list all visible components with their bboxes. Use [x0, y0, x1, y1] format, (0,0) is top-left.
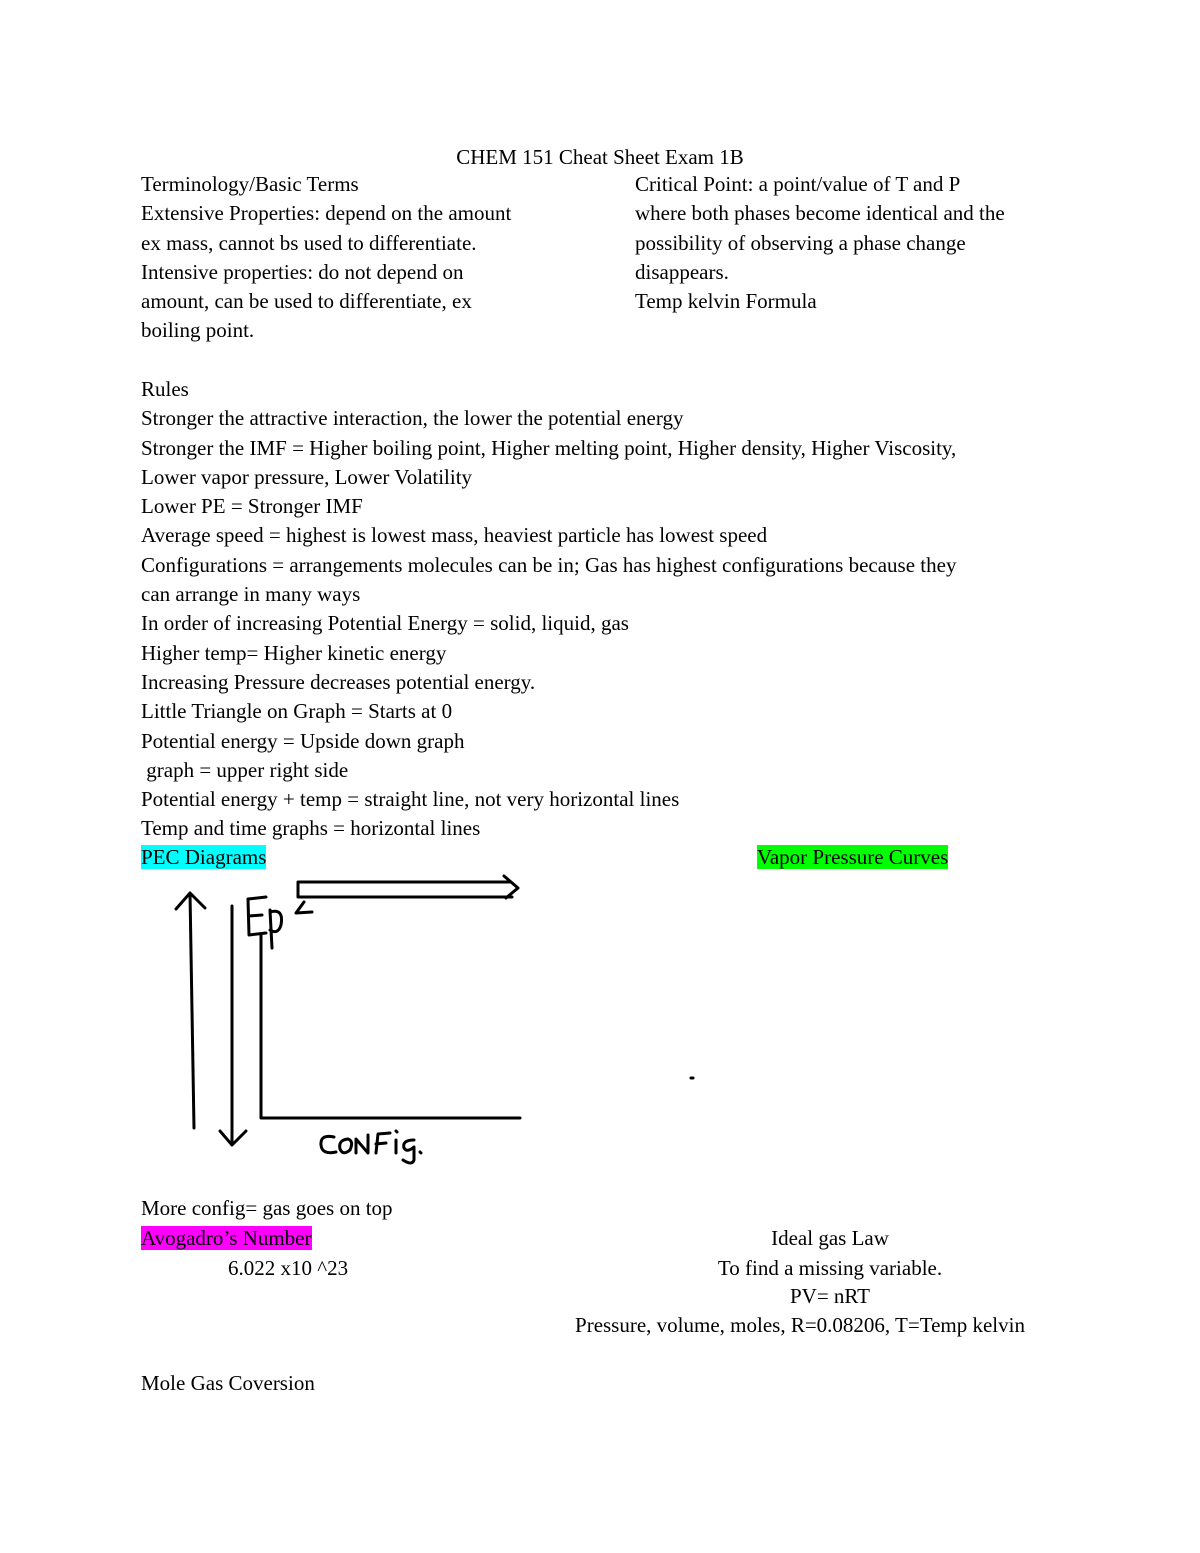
rule-line: Temp and time graphs = horizontal lines — [141, 816, 481, 841]
page-title: CHEM 151 Cheat Sheet Exam 1B — [456, 145, 744, 169]
rule-line: Average speed = highest is lowest mass, heaviest particle has lowest speed — [141, 523, 768, 548]
rule-line: Configurations = arrangements molecules can be in; Gas has highest configurations because they — [141, 552, 957, 577]
mole-gas-heading: Mole Gas Coversion — [141, 1371, 315, 1395]
rule-line: can arrange in many ways — [141, 582, 361, 607]
ideal-gas-heading: Ideal gas Law — [771, 1226, 889, 1250]
rule-line: Higher temp= Higher kinetic energy — [141, 640, 447, 665]
config-handwriting — [321, 1131, 421, 1163]
rule-line: Little Triangle on Graph = Starts at 0 — [141, 699, 453, 724]
more-config-note: More config= gas goes on top — [141, 1196, 393, 1220]
terminology-line: Intensive properties: do not depend on — [141, 259, 464, 284]
rule-line: Potential energy = Upside down graph — [141, 728, 465, 753]
terminology-line: ex mass, cannot bs used to differentiate. — [141, 230, 477, 255]
critical-point-line: Temp kelvin Formula — [635, 289, 817, 314]
pec-diagrams-highlight: PEC Diagrams — [141, 845, 267, 869]
critical-point-line: possibility of observing a phase change — [635, 230, 966, 255]
rules-heading: Rules — [141, 377, 189, 401]
hook-mark — [296, 902, 312, 913]
vapor-pressure-highlight: Vapor Pressure Curves — [757, 845, 949, 869]
rule-line: graph = upper right side — [141, 757, 349, 782]
rule-line: Lower PE = Stronger IMF — [141, 494, 363, 519]
avogadro-highlight: Avogadro’s Number — [141, 1226, 312, 1250]
ideal-gas-purpose: To find a missing variable. — [717, 1256, 943, 1280]
rule-line: Potential energy + temp = straight line, not very horizontal lines — [141, 787, 680, 812]
rule-line: Stronger the IMF = Higher boiling point, Higher melting point, Higher density, Higher Viscosity, — [141, 435, 957, 460]
critical-point-line: Critical Point: a point/value of T and P — [635, 172, 961, 196]
rule-line: In order of increasing Potential Energy = solid, liquid, gas — [141, 611, 629, 636]
down-arrow-icon — [220, 906, 246, 1145]
avogadro-heading — [141, 1224, 312, 1253]
rule-line: Lower vapor pressure, Lower Volatility — [141, 464, 473, 489]
ep-handwriting — [248, 897, 282, 948]
ideal-gas-variables: Pressure, volume, moles, R=0.08206, T=Temp kelvin — [575, 1313, 1025, 1337]
rule-line: Increasing Pressure decreases potential energy. — [141, 669, 536, 694]
double-right-arrow-icon — [298, 876, 518, 898]
critical-point-line: where both phases become identical and the — [635, 201, 1005, 226]
terminology-heading: Terminology/Basic Terms — [141, 172, 359, 196]
avogadro-value: 6.022 x10 ^23 — [228, 1256, 349, 1280]
terminology-line: amount, can be used to differentiate, ex — [141, 289, 472, 314]
terminology-line: Extensive Properties: depend on the amount — [141, 201, 512, 226]
critical-point-line: disappears. — [635, 259, 729, 284]
terminology-line: boiling point. — [141, 318, 255, 343]
rule-line: Stronger the attractive interaction, the lower the potential energy — [141, 406, 684, 431]
up-arrow-icon — [176, 893, 205, 1128]
ideal-gas-formula: PV= nRT — [789, 1284, 870, 1308]
graph-axes — [261, 935, 520, 1118]
